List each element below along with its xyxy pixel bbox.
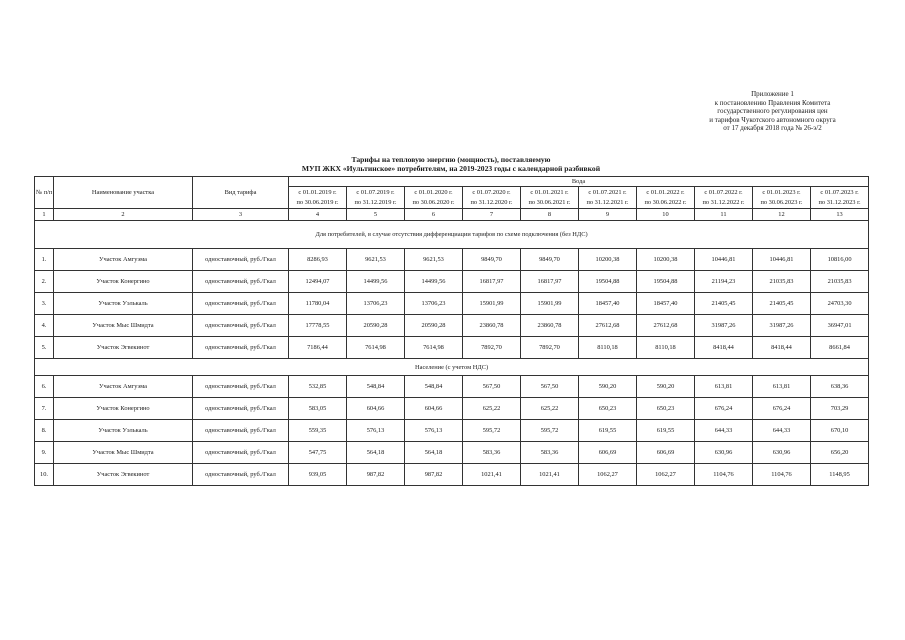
period-to: по 30.06.2019 г.: [296, 198, 339, 206]
site-name: Участок Амгуэма: [54, 249, 193, 271]
tariff-value: 1021,41: [463, 464, 521, 486]
tariff-value: 8110,18: [637, 337, 695, 359]
tariff-value: 21194,23: [695, 271, 753, 293]
column-number: 3: [193, 209, 289, 221]
tariff-value: 9621,53: [405, 249, 463, 271]
tariff-value: 590,20: [637, 376, 695, 398]
title-line: Тарифы на тепловую энергию (мощность), поставляемую: [351, 155, 551, 164]
tariff-value: 1104,76: [695, 464, 753, 486]
tariff-value: 24703,30: [811, 293, 869, 315]
period-to: по 31.12.2020 г.: [470, 198, 513, 206]
tariff-type: одноставочный, руб./Гкал: [193, 420, 289, 442]
table-row: [35, 398, 869, 420]
tariff-value: 583,36: [521, 442, 579, 464]
tariff-value: 13706,23: [405, 293, 463, 315]
period-to: по 31.12.2023 г.: [818, 198, 861, 206]
tariff-type: одноставочный, руб./Гкал: [193, 398, 289, 420]
tariff-value: 583,36: [463, 442, 521, 464]
row-number: 3.: [35, 293, 54, 315]
tariff-value: 613,81: [695, 376, 753, 398]
column-number: 9: [579, 209, 637, 221]
section-row: [35, 359, 869, 376]
tariff-value: 8418,44: [753, 337, 811, 359]
tariff-value: 650,23: [579, 398, 637, 420]
tariff-value: 987,82: [405, 464, 463, 486]
tariff-value: 21035,83: [811, 271, 869, 293]
appendix-line: к постановлению Правления Комитета: [714, 98, 831, 107]
appendix-line: и тарифов Чукотского автономного округа: [709, 115, 836, 124]
table-row: [35, 376, 869, 398]
tariff-value: 18457,40: [637, 293, 695, 315]
period-to: по 31.12.2019 г.: [354, 198, 397, 206]
tariff-value: 7892,70: [521, 337, 579, 359]
tariff-value: 987,82: [347, 464, 405, 486]
tariff-value: 27612,68: [637, 315, 695, 337]
tariff-value: 1062,27: [579, 464, 637, 486]
tariff-value: 567,50: [521, 376, 579, 398]
period-to: по 30.06.2022 г.: [644, 198, 687, 206]
tariff-value: 604,66: [347, 398, 405, 420]
table-row: [35, 420, 869, 442]
tariff-value: 630,96: [695, 442, 753, 464]
column-number: 1: [35, 209, 54, 221]
tariff-value: 625,22: [521, 398, 579, 420]
tariff-value: 613,81: [753, 376, 811, 398]
tariff-value: 595,72: [463, 420, 521, 442]
tariff-value: 11780,04: [289, 293, 347, 315]
period-from: с 01.07.2020 г.: [472, 189, 511, 196]
tariff-value: 10200,38: [637, 249, 695, 271]
section-row: [35, 221, 869, 249]
period-to: по 31.12.2022 г.: [702, 198, 745, 206]
tariff-value: 9849,70: [521, 249, 579, 271]
tariff-value: 532,85: [289, 376, 347, 398]
tariff-value: 20590,28: [347, 315, 405, 337]
section-title: Для потребителей, в случае отсутствия дифференциации тарифов по схеме подключения (без НДС): [35, 221, 869, 249]
tariff-value: 583,05: [289, 398, 347, 420]
tariff-value: 1148,95: [811, 464, 869, 486]
period-header: [695, 187, 753, 209]
table-row: [35, 464, 869, 486]
column-number: 11: [695, 209, 753, 221]
tariff-value: 650,23: [637, 398, 695, 420]
table-row: [35, 442, 869, 464]
period-from: с 01.07.2023 г.: [820, 189, 859, 196]
tariff-value: 604,66: [405, 398, 463, 420]
period-from: с 01.07.2021 г.: [588, 189, 627, 196]
header-row: [35, 177, 869, 187]
tariff-value: 638,36: [811, 376, 869, 398]
appendix-line: государственного регулирования цен: [717, 107, 828, 116]
period-to: по 30.06.2020 г.: [412, 198, 455, 206]
tariff-value: 9849,70: [463, 249, 521, 271]
tariff-value: 8661,84: [811, 337, 869, 359]
tariff-value: 670,10: [811, 420, 869, 442]
site-name: Участок Эгвекинот: [54, 337, 193, 359]
tariff-type: одноставочный, руб./Гкал: [193, 376, 289, 398]
tariff-value: 619,55: [579, 420, 637, 442]
tariff-value: 630,96: [753, 442, 811, 464]
column-number: 10: [637, 209, 695, 221]
period-to: по 31.12.2021 г.: [586, 198, 629, 206]
period-from: с 01.07.2022 г.: [704, 189, 743, 196]
tariff-value: 548,84: [405, 376, 463, 398]
period-header: [405, 187, 463, 209]
tariff-value: 559,35: [289, 420, 347, 442]
tariff-value: 15901,99: [521, 293, 579, 315]
header-site: Наименование участка: [54, 177, 193, 209]
row-number: 10.: [35, 464, 54, 486]
tariff-value: 1021,41: [521, 464, 579, 486]
period-from: с 01.01.2022 г.: [646, 189, 685, 196]
tariff-value: 8286,93: [289, 249, 347, 271]
tariff-value: 36947,01: [811, 315, 869, 337]
section-title: Население (с учетом НДС): [35, 359, 869, 376]
document-title: [34, 156, 868, 173]
tariff-type: одноставочный, руб./Гкал: [193, 293, 289, 315]
tariff-value: 21035,83: [753, 271, 811, 293]
tariff-value: 576,13: [347, 420, 405, 442]
row-number: 2.: [35, 271, 54, 293]
tariff-value: 21405,45: [695, 293, 753, 315]
period-header: [579, 187, 637, 209]
tariff-value: 564,18: [405, 442, 463, 464]
tariff-value: 606,69: [637, 442, 695, 464]
tariff-value: 548,84: [347, 376, 405, 398]
row-number: 6.: [35, 376, 54, 398]
appendix-line: от 17 декабря 2018 года № 26-э/2: [723, 124, 822, 133]
row-number: 7.: [35, 398, 54, 420]
site-name: Участок Конергино: [54, 271, 193, 293]
tariff-value: 23860,78: [463, 315, 521, 337]
tariff-value: 16817,97: [521, 271, 579, 293]
tariff-value: 8110,18: [579, 337, 637, 359]
column-number: 8: [521, 209, 579, 221]
tariff-value: 18457,40: [579, 293, 637, 315]
appendix-line: Приложение 1: [751, 90, 794, 98]
period-header: [753, 187, 811, 209]
tariff-value: 567,50: [463, 376, 521, 398]
site-name: Участок Уэлькаль: [54, 420, 193, 442]
header-tariff-type: Вид тарифа: [193, 177, 289, 209]
table-row: [35, 337, 869, 359]
tariff-value: 10446,81: [695, 249, 753, 271]
tariff-value: 590,20: [579, 376, 637, 398]
column-number: 7: [463, 209, 521, 221]
column-number: 2: [54, 209, 193, 221]
row-number: 9.: [35, 442, 54, 464]
tariff-value: 9621,53: [347, 249, 405, 271]
column-number-row: [35, 209, 869, 221]
tariff-value: 7892,70: [463, 337, 521, 359]
row-number: 4.: [35, 315, 54, 337]
site-name: Участок Уэлькаль: [54, 293, 193, 315]
tariff-value: 10200,38: [579, 249, 637, 271]
tariff-value: 12494,07: [289, 271, 347, 293]
tariff-type: одноставочный, руб./Гкал: [193, 271, 289, 293]
site-name: Участок Амгуэма: [54, 376, 193, 398]
site-name: Участок Мыс Шмидта: [54, 442, 193, 464]
tariff-value: 1062,27: [637, 464, 695, 486]
tariff-type: одноставочный, руб./Гкал: [193, 464, 289, 486]
tariff-value: 31987,26: [695, 315, 753, 337]
period-header: [289, 187, 347, 209]
tariff-value: 606,69: [579, 442, 637, 464]
period-to: по 30.06.2023 г.: [760, 198, 803, 206]
column-number: 6: [405, 209, 463, 221]
tariff-value: 1104,76: [753, 464, 811, 486]
site-name: Участок Мыс Шмидта: [54, 315, 193, 337]
tariff-value: 7614,98: [347, 337, 405, 359]
period-header: [637, 187, 695, 209]
tariff-value: 31987,26: [753, 315, 811, 337]
column-number: 13: [811, 209, 869, 221]
tariff-value: 13706,23: [347, 293, 405, 315]
header-group-water: Вода: [289, 177, 869, 187]
tariff-table-body: [35, 177, 869, 486]
tariff-value: 676,24: [695, 398, 753, 420]
table-row: [35, 293, 869, 315]
row-number: 8.: [35, 420, 54, 442]
tariff-table: [34, 176, 869, 486]
header-num: № п/п: [35, 177, 54, 209]
tariff-value: 15901,99: [463, 293, 521, 315]
tariff-value: 644,33: [753, 420, 811, 442]
tariff-value: 7186,44: [289, 337, 347, 359]
period-header: [521, 187, 579, 209]
appendix-note: [660, 90, 885, 133]
tariff-value: 17778,55: [289, 315, 347, 337]
title-line: МУП ЖКХ «Иультинское» потребителям, на 2019-2023 годы с календарной разбивкой: [301, 163, 601, 173]
tariff-value: 19504,88: [637, 271, 695, 293]
tariff-type: одноставочный, руб./Гкал: [193, 442, 289, 464]
tariff-value: 20590,28: [405, 315, 463, 337]
tariff-value: 564,18: [347, 442, 405, 464]
tariff-value: 27612,68: [579, 315, 637, 337]
tariff-value: 939,05: [289, 464, 347, 486]
tariff-value: 676,24: [753, 398, 811, 420]
column-number: 4: [289, 209, 347, 221]
period-to: по 30.06.2021 г.: [528, 198, 571, 206]
tariff-value: 619,55: [637, 420, 695, 442]
period-from: с 01.01.2019 г.: [298, 189, 337, 196]
table-row: [35, 315, 869, 337]
tariff-type: одноставочный, руб./Гкал: [193, 337, 289, 359]
tariff-type: одноставочный, руб./Гкал: [193, 315, 289, 337]
tariff-value: 16817,97: [463, 271, 521, 293]
period-header: [347, 187, 405, 209]
tariff-value: 10816,00: [811, 249, 869, 271]
site-name: Участок Эгвекинот: [54, 464, 193, 486]
tariff-value: 8418,44: [695, 337, 753, 359]
table-row: [35, 271, 869, 293]
period-header: [463, 187, 521, 209]
tariff-value: 19504,88: [579, 271, 637, 293]
tariff-value: 21405,45: [753, 293, 811, 315]
tariff-value: 547,75: [289, 442, 347, 464]
tariff-value: 14499,56: [405, 271, 463, 293]
period-from: с 01.01.2021 г.: [530, 189, 569, 196]
tariff-type: одноставочный, руб./Гкал: [193, 249, 289, 271]
tariff-value: 14499,56: [347, 271, 405, 293]
tariff-value: 644,33: [695, 420, 753, 442]
tariff-value: 625,22: [463, 398, 521, 420]
table-row: [35, 249, 869, 271]
tariff-value: 595,72: [521, 420, 579, 442]
tariff-value: 576,13: [405, 420, 463, 442]
period-from: с 01.01.2023 г.: [762, 189, 801, 196]
period-header: [811, 187, 869, 209]
tariff-value: 23860,78: [521, 315, 579, 337]
row-number: 5.: [35, 337, 54, 359]
tariff-value: 7614,98: [405, 337, 463, 359]
period-from: с 01.07.2019 г.: [356, 189, 395, 196]
period-from: с 01.01.2020 г.: [414, 189, 453, 196]
tariff-value: 656,20: [811, 442, 869, 464]
tariff-value: 10446,81: [753, 249, 811, 271]
column-number: 5: [347, 209, 405, 221]
row-number: 1.: [35, 249, 54, 271]
tariff-value: 703,29: [811, 398, 869, 420]
site-name: Участок Конергино: [54, 398, 193, 420]
column-number: 12: [753, 209, 811, 221]
